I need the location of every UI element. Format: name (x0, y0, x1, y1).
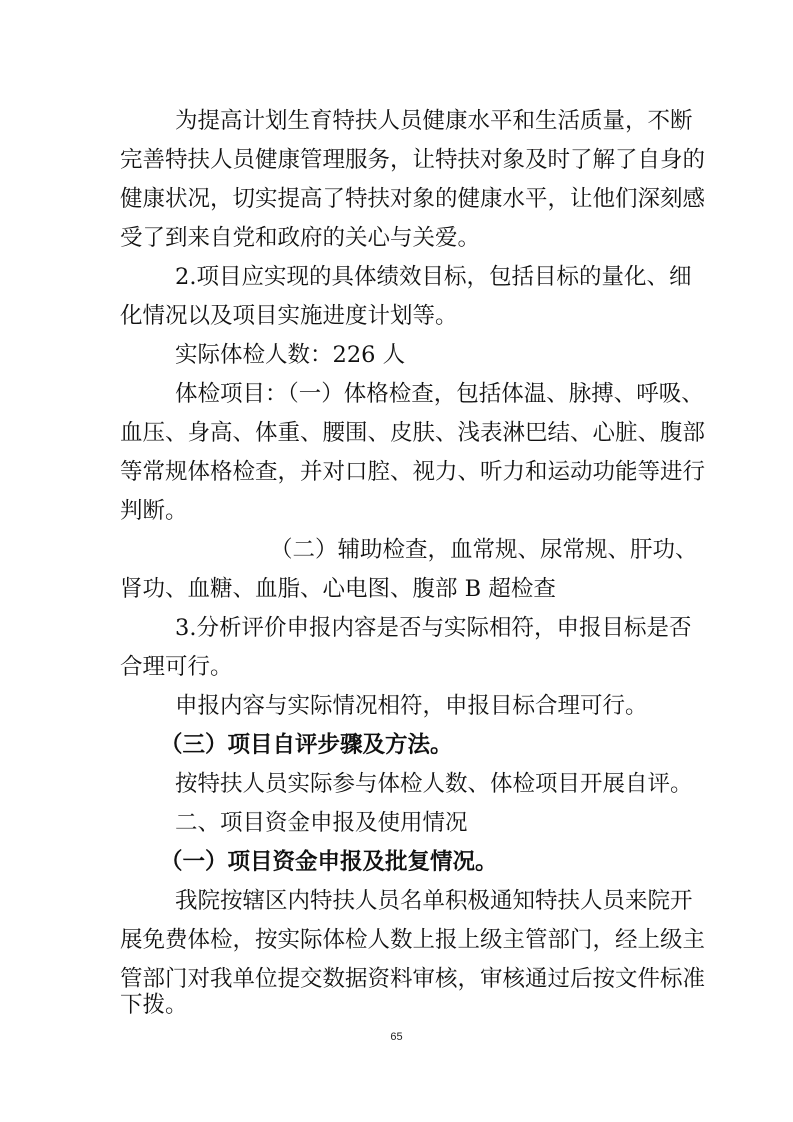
heading-self-eval: （三）项目自评步骤及方法。 (160, 732, 453, 758)
page-number: 65 (390, 1031, 403, 1043)
exam-items-line: 体检项目：（一）体格检查，包括体温、脉搏、呼吸、 (175, 381, 704, 407)
paragraph-line: 3.分析评价申报内容是否与实际相符，申报目标是否 (175, 615, 692, 641)
paragraph-line: 合理可行。 (120, 654, 233, 680)
paragraph-line: 完善特扶人员健康管理服务，让特扶对象及时了解了自身的 (120, 147, 706, 173)
funds-line: 下拨。 (120, 992, 188, 1018)
paragraph-line: 健康状况，切实提高了特扶对象的健康水平，让他们深刻感 (120, 186, 706, 212)
paragraph-line: 受了到来自党和政府的关心与关爱。 (120, 225, 481, 251)
self-eval-line: 按特扶人员实际参与体检人数、体检项目开展自评。 (175, 771, 693, 797)
funds-line: 管部门对我单位提交数据资料审核，审核通过后按文件标准 (120, 966, 706, 992)
paragraph-line: 为提高计划生育特扶人员健康水平和生活质量，不断 (175, 108, 693, 134)
paragraph-line: 2.项目应实现的具体绩效目标，包括目标的量化、细 (175, 264, 692, 290)
exam-items-line: 血压、身高、体重、腰围、皮肤、浅表淋巴结、心脏、腹部 (120, 420, 706, 446)
funds-line: 我院按辖区内特扶人员名单积极通知特扶人员来院开 (175, 888, 693, 914)
aux-exam-line: 肾功、血糖、血脂、心电图、腹部 B 超检查 (120, 576, 556, 602)
aux-exam-line: （二）辅助检查，血常规、尿常规、肝功、 (270, 537, 698, 563)
heading-funds: （一）项目资金申报及批复情况。 (160, 849, 498, 875)
exam-items-line: 等常规体格检查，并对口腔、视力、听力和运动功能等进行 (120, 459, 706, 485)
actual-count-line: 实际体检人数：226 人 (175, 342, 406, 368)
conclusion-line: 申报内容与实际情况相符，申报目标合理可行。 (175, 693, 648, 719)
paragraph-line: 化情况以及项目实施进度计划等。 (120, 303, 458, 329)
section-heading: 二、项目资金申报及使用情况 (175, 810, 468, 836)
funds-line: 展免费体检，按实际体检人数上报上级主管部门，经上级主 (120, 927, 706, 953)
exam-items-line: 判断。 (120, 498, 188, 524)
